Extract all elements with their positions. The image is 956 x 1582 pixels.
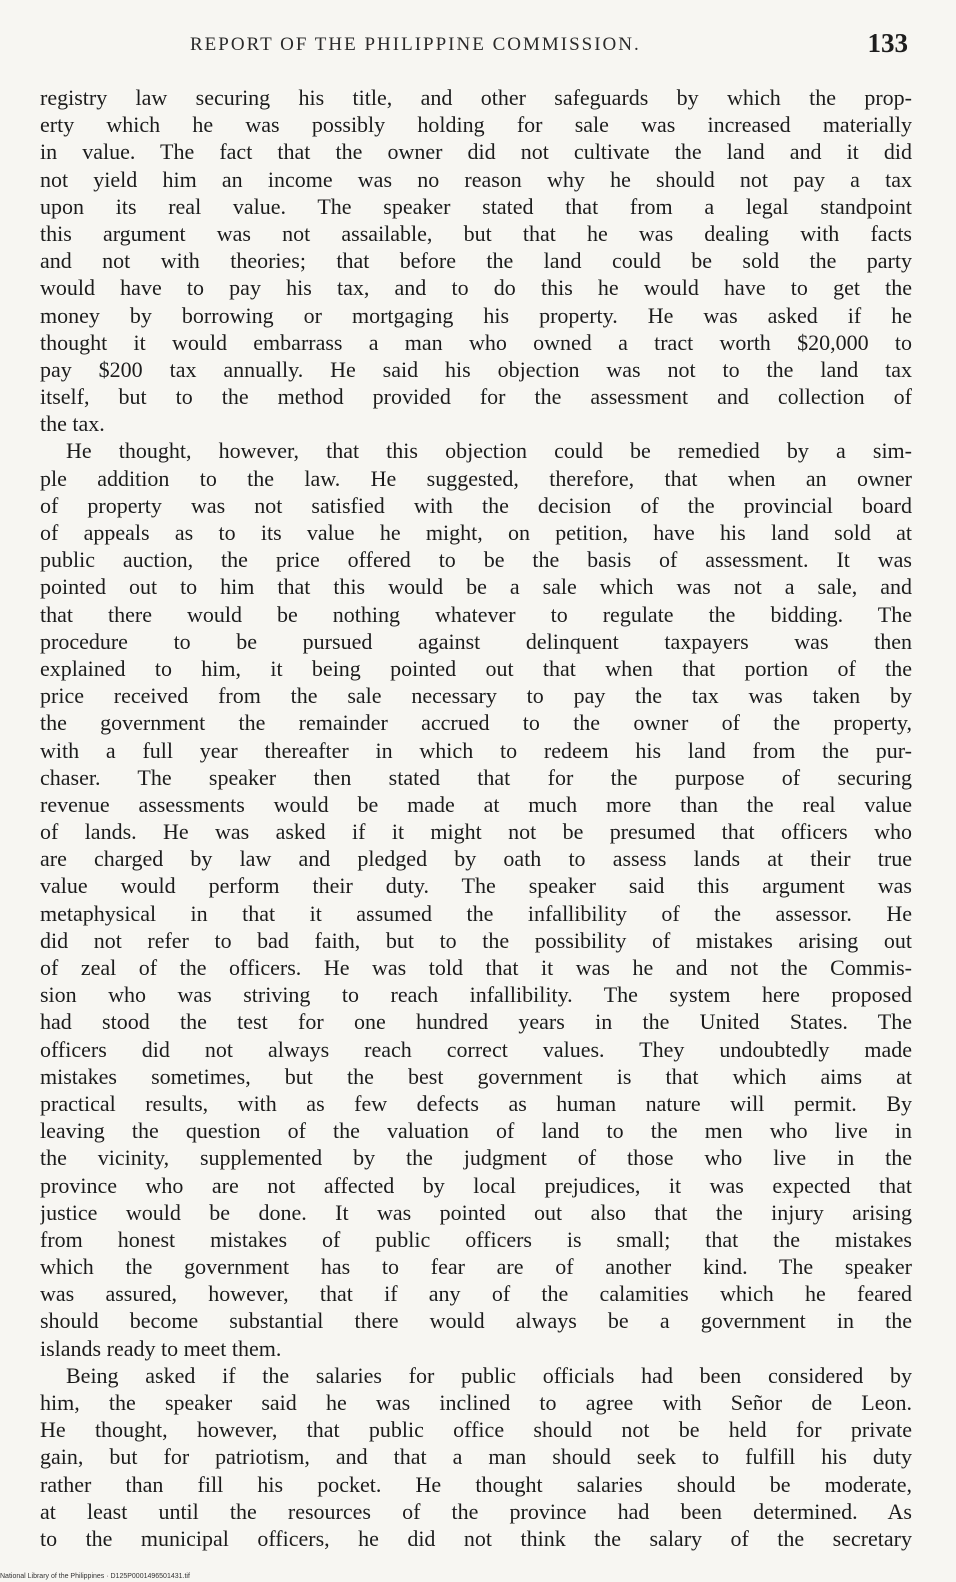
text-line: with a full year thereafter in which to redeem his land from the pur- [40,737,912,763]
text-line: erty which he was possibly holding for sale was increased materially [40,112,912,138]
text-line: was assured, however, that if any of the calamities which he feared [40,1281,912,1307]
text-line: officers did not always reach correct values. They undoubtedly made [40,1036,912,1062]
text-line: He thought, however, that public office should not be held for private [40,1417,912,1443]
text-line: practical results, with as few defects as human nature will permit. By [40,1090,912,1116]
text-line: leaving the question of the valuation of land to the men who live in [40,1118,912,1144]
text-line: from honest mistakes of public officers is small; that the mistakes [40,1226,912,1252]
text-line: metaphysical in that it assumed the infallibility of the assessor. He [40,900,912,926]
text-line: of property was not satisfied with the decision of the provincial board [40,492,912,518]
text-line: the vicinity, supplemented by the judgment of those who live in the [40,1145,912,1171]
text-line: thought it would embarrass a man who owned a tract worth $20,000 to [40,329,912,355]
text-line: to the municipal officers, he did not think the salary of the secretary [40,1525,912,1551]
text-line: and not with theories; that before the land could be sold the party [40,248,912,274]
text-line: itself, but to the method provided for the assessment and collection of [40,384,912,410]
body-text [40,84,912,1552]
text-line: in value. The fact that the owner did not cultivate the land and it did [40,139,912,165]
text-line: this argument was not assailable, but that he was dealing with facts [40,220,912,246]
text-line: money by borrowing or mortgaging his property. He was asked if he [40,302,912,328]
text-line: that there would be nothing whatever to regulate the bidding. The [40,601,912,627]
text-line: at least until the resources of the province had been determined. As [40,1498,912,1524]
text-line: him, the speaker said he was inclined to agree with Señor de Leon. [40,1390,912,1415]
text-line: of appeals as to its value he might, on petition, have his land sold at [40,520,912,545]
text-line: price received from the sale necessary to pay the tax was taken by [40,683,912,709]
text-line: had stood the test for one hundred years in the United States. The [40,1009,912,1035]
text-line: the tax. [40,411,105,437]
text-line: rather than fill his pocket. He thought salaries should be moderate, [40,1471,912,1497]
text-line: value would perform their duty. The speaker said this argument was [40,873,912,899]
scan-source-footer: National Library of the Philippines · D125P0001496501431.tif [0,1573,190,1580]
text-line: should become substantial there would always be a government in the [40,1308,912,1334]
text-line: did not refer to bad faith, but to the possibility of mistakes arising out [40,927,912,953]
text-line: sion who was striving to reach infallibility. The system here proposed [40,982,912,1008]
paragraph-start-line: He thought, however, that this objection could be remedied by a sim- [66,438,912,464]
text-line: which the government has to fear are of another kind. The speaker [40,1254,912,1280]
text-line: of zeal of the officers. He was told that it was he and not the Commis- [40,955,912,980]
running-head: REPORT OF THE PHILIPPINE COMMISSION. [190,34,641,55]
text-line: province who are not affected by local prejudices, it was expected that [40,1172,912,1198]
text-line: islands ready to meet them. [40,1335,282,1361]
text-line: upon its real value. The speaker stated that from a legal standpoint [40,193,912,219]
text-line: explained to him, it being pointed out that when that portion of the [40,655,912,681]
text-line: revenue assessments would be made at much more than the real value [40,791,912,817]
text-line: not yield him an income was no reason why he should not pay a tax [40,166,912,192]
text-line: are charged by law and pledged by oath to assess lands at their true [40,846,912,872]
text-line: ple addition to the law. He suggested, therefore, that when an owner [40,465,912,491]
page-number: 133 [867,28,908,58]
text-line: registry law securing his title, and other safeguards by which the prop- [40,85,912,110]
text-line: pointed out to him that this would be a sale which was not a sale, and [40,574,912,600]
text-line: gain, but for patriotism, and that a man should seek to fulfill his duty [40,1444,912,1470]
text-line: justice would be done. It was pointed out also that the injury arising [40,1199,912,1225]
text-line: of lands. He was asked if it might not be presumed that officers who [40,819,912,845]
paragraph-start-line: Being asked if the salaries for public officials had been considered by [66,1362,912,1388]
text-line: chaser. The speaker then stated that for the purpose of securing [40,764,912,790]
text-line: pay $200 tax annually. He said his objection was not to the land tax [40,356,912,382]
text-line: procedure to be pursued against delinquent taxpayers was then [40,628,912,654]
text-line: mistakes sometimes, but the best government is that which aims at [40,1063,912,1089]
text-line: would have to pay his tax, and to do this he would have to get the [40,275,912,301]
text-line: public auction, the price offered to be the basis of assessment. It was [40,547,912,573]
text-line: the government the remainder accrued to the owner of the property, [40,710,912,736]
page-header [40,28,916,68]
